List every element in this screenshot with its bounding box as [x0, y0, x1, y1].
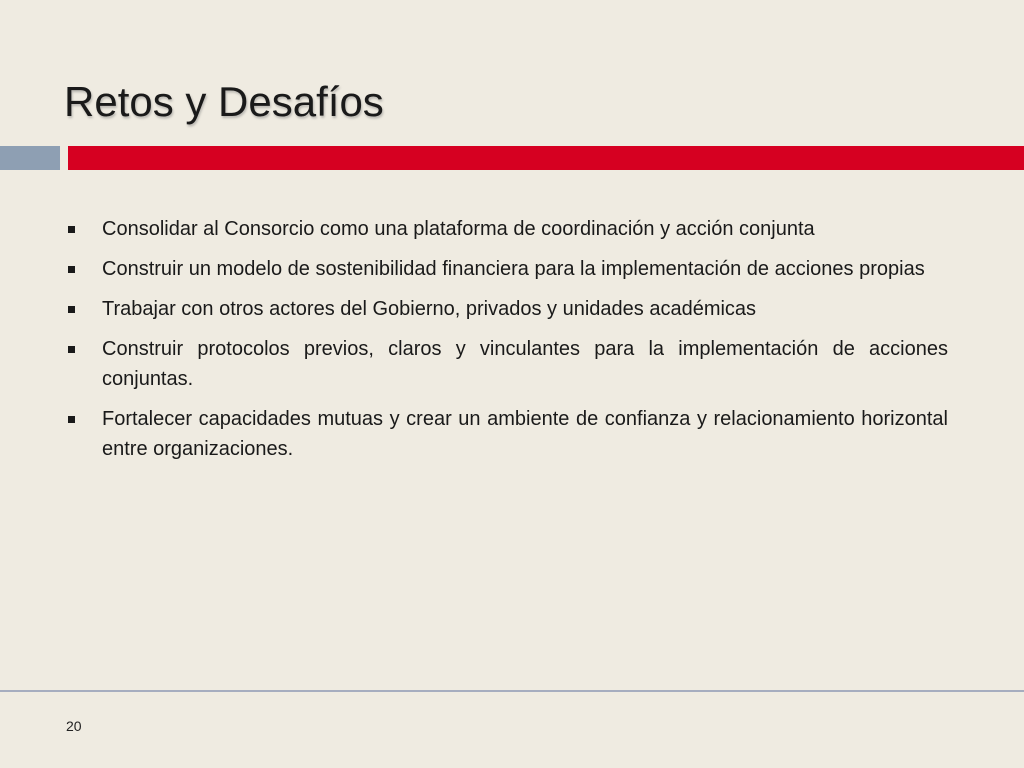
bullet-text: Trabajar con otros actores del Gobierno, privados y unidades académicas: [102, 298, 757, 320]
bullet-item: [66, 214, 948, 244]
title-accent-bar-blue: [0, 146, 60, 170]
bullet-item: [66, 254, 948, 284]
bullet-list: [66, 214, 948, 474]
square-bullet-icon: [68, 306, 75, 313]
slide-number: 20: [66, 718, 82, 734]
bullet-item: [66, 404, 948, 464]
square-bullet-icon: [68, 416, 75, 423]
slide-title: Retos y Desafíos: [64, 78, 384, 125]
square-bullet-icon: [68, 266, 75, 273]
bullet-text: Fortalecer capacidades mutuas y crear un ambiente de confianza y relacionamiento horizontal entre organizaciones.: [102, 408, 948, 460]
bullet-text: Consolidar al Consorcio como una plataforma de coordinación y acción conjunta: [102, 218, 815, 240]
bullet-text: Construir un modelo de sostenibilidad financiera para la implementación de acciones propias: [102, 258, 925, 280]
bullet-item: [66, 294, 948, 324]
bullet-item: [66, 334, 948, 394]
square-bullet-icon: [68, 346, 75, 353]
title-accent-bar-red: [68, 146, 1024, 170]
footer-divider: [0, 690, 1024, 692]
square-bullet-icon: [68, 226, 75, 233]
bullet-text: Construir protocolos previos, claros y vinculantes para la implementación de acciones conjuntas.: [102, 338, 948, 390]
